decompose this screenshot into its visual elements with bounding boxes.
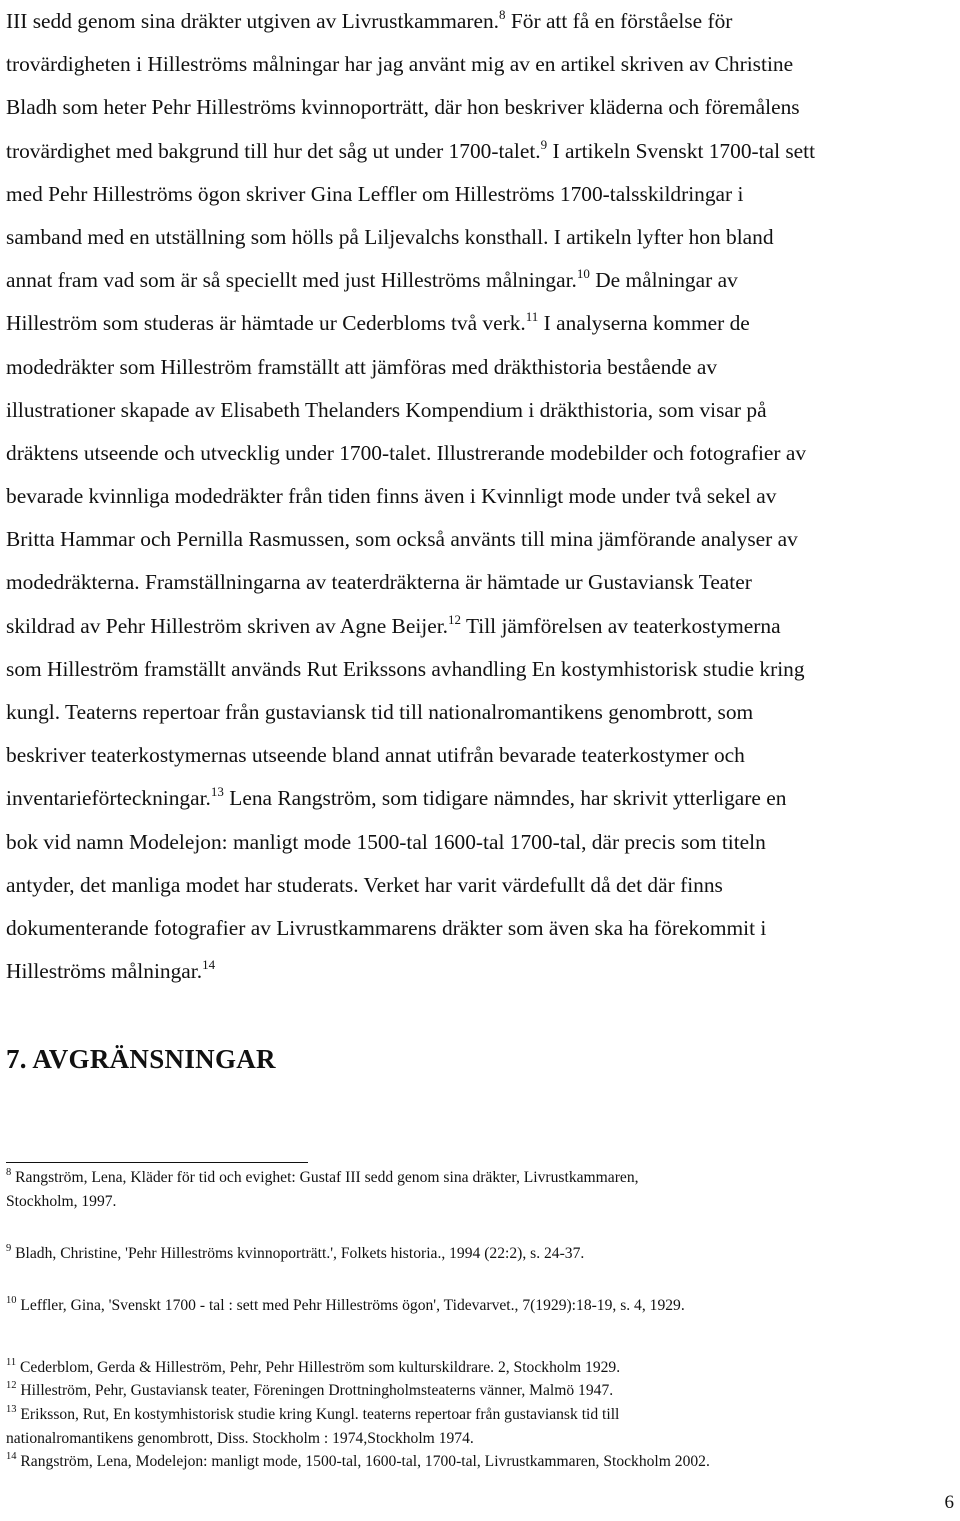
body-text-segment: illustrationer skapade av Elisabeth Thelanders Kompendium i dräkthistoria, som visar på: [6, 397, 767, 422]
body-line: [6, 259, 950, 302]
body-line: [6, 475, 950, 518]
body-line: [6, 86, 950, 129]
footnote: [6, 1379, 954, 1403]
footnote-number: 8: [6, 1167, 12, 1178]
footnote-text: Bladh, Christine, 'Pehr Hilleströms kvinnoporträtt.', Folkets historia., 1994 (22:2), s. 24-37.: [15, 1245, 585, 1262]
footnote-text: Hilleström, Pehr, Gustaviansk teater, Föreningen Drottningholmsteaterns vänner, Malmö 1947.: [20, 1382, 614, 1399]
body-line: [6, 389, 950, 432]
body-text-segment: trovärdighet med bakgrund till hur det såg ut under 1700-talet.: [6, 138, 541, 163]
footnote-reference[interactable]: 9: [540, 136, 548, 152]
section-heading: 7. AVGRÄNSNINGAR: [6, 1044, 276, 1074]
footnote-number: 13: [6, 1404, 17, 1415]
footnote: [6, 1356, 954, 1380]
body-text-segment: med Pehr Hilleströms ögon skriver Gina Leffler om Hilleströms 1700-talsskildringar i: [6, 181, 744, 206]
body-text-segment: beskriver teaterkostymernas utseende bland annat utifrån bevarade teaterkostymer och: [6, 743, 745, 768]
body-paragraph: [6, 0, 950, 993]
footnote-text: Rangström, Lena, Kläder för tid och evighet: Gustaf III sedd genom sina dräkter, Livrustkammaren,: [15, 1169, 639, 1186]
body-line: [6, 821, 950, 864]
footnote: [6, 1450, 954, 1474]
body-line: [6, 907, 950, 950]
footnote-number: 11: [6, 1357, 17, 1368]
body-line: [6, 216, 950, 259]
footnote-text-continued: Stockholm, 1997.: [6, 1193, 117, 1210]
body-line: [6, 864, 950, 907]
body-line: [6, 0, 950, 43]
body-line: [6, 130, 950, 173]
body-text-segment: Bladh som heter Pehr Hilleströms kvinnoporträtt, där hon beskriver kläderna och föremålens: [6, 95, 800, 120]
body-text-segment: I analyserna kommer de: [538, 311, 750, 336]
footnote-number: 10: [6, 1295, 17, 1306]
body-text-segment: Britta Hammar och Pernilla Rasmussen, som också använts till mina jämförande analyser av: [6, 527, 798, 552]
body-text-segment: samband med en utställning som hölls på Liljevalchs konsthall. I artikeln lyfter hon bland: [6, 224, 774, 249]
footnote-number: 9: [6, 1243, 12, 1254]
footnote-reference[interactable]: 13: [210, 784, 224, 800]
footnote: [6, 1242, 954, 1266]
footnote: [6, 1294, 954, 1318]
body-text-segment: bok vid namn Modelejon: manligt mode 1500-tal 1600-tal 1700-tal, där precis som titeln: [6, 829, 766, 854]
footnote-reference[interactable]: 14: [202, 957, 216, 973]
body-text-segment: modedräkterna. Framställningarna av teaterdräkterna är hämtade ur Gustaviansk Teater: [6, 570, 752, 595]
footnote-number: 12: [6, 1380, 17, 1391]
body-line: [6, 950, 950, 993]
body-text-segment: Till jämförelsen av teaterkostymerna: [461, 613, 781, 638]
footnote: [6, 1166, 954, 1214]
footnote-reference[interactable]: 10: [576, 266, 590, 282]
body-text-segment: som Hilleström framställt används Rut Erikssons avhandling En kostymhistorisk studie kring: [6, 656, 805, 681]
footnote-text: Cederblom, Gerda & Hilleström, Pehr, Pehr Hilleström som kulturskildrare. 2, Stockholm 1929.: [20, 1359, 621, 1376]
body-line: [6, 648, 950, 691]
body-line: [6, 518, 950, 561]
body-line: [6, 561, 950, 604]
body-line: [6, 432, 950, 475]
footnote-reference[interactable]: 8: [499, 7, 506, 22]
page-number: 6: [944, 1492, 954, 1513]
footnote: [6, 1403, 954, 1451]
body-text-segment: bevarade kvinnliga modedräkter från tiden finns även i Kvinnligt mode under två sekel av: [6, 484, 777, 509]
body-text-segment: dokumenterande fotografier av Livrustkammarens dräkter som även ska ha förekommit i: [6, 915, 767, 940]
body-text-segment: Hilleström som studeras är hämtade ur Cederbloms två verk.: [6, 311, 526, 336]
body-line: [6, 173, 950, 216]
body-text-segment: De målningar av: [589, 268, 738, 293]
body-text-segment: dräktens utseende och utvecklig under 1700-talet. Illustrerande modebilder och fotografier av: [6, 440, 807, 465]
body-text-segment: annat fram vad som är så speciellt med just Hilleströms målningar.: [6, 268, 577, 293]
body-text-segment: Lena Rangström, som tidigare nämndes, har skrivit ytterligare en: [223, 786, 787, 811]
body-line: [6, 691, 950, 734]
body-line: [6, 734, 950, 777]
footnote-text: Leffler, Gina, 'Svenskt 1700 - tal : sett med Pehr Hilleströms ögon', Tidevarvet., 7(1929):18-19, s. 4, 1929.: [20, 1297, 685, 1314]
footnote-separator: [6, 1162, 308, 1163]
body-line: [6, 302, 950, 345]
footnote-number: 14: [6, 1451, 17, 1462]
body-text-segment: III sedd genom sina dräkter utgiven av Livrustkammaren.: [6, 9, 500, 33]
body-text-segment: trovärdigheten i Hilleströms målningar har jag använt mig av en artikel skriven av Christine: [6, 52, 794, 77]
footnote-text: Eriksson, Rut, En kostymhistorisk studie kring Kungl. teaterns repertoar från gustaviansk tid till: [20, 1406, 620, 1423]
body-line: [6, 605, 950, 648]
body-text-segment: Hilleströms målningar.: [6, 959, 203, 984]
body-text-segment: antyder, det manliga modet har studerats. Verket har varit värdefullt då det där finns: [6, 872, 723, 897]
footnote-text-continued: nationalromantikens genombrott, Diss. Stockholm : 1974,Stockholm 1974.: [6, 1430, 474, 1447]
body-line: [6, 43, 950, 86]
footnote-text: Rangström, Lena, Modelejon: manligt mode, 1500-tal, 1600-tal, 1700-tal, Livrustkammaren, Stockholm 2002.: [20, 1453, 710, 1470]
body-text-segment: inventarieförteckningar.: [6, 786, 211, 811]
body-text-segment: För att få en förståelse för: [505, 9, 733, 33]
footnote-reference[interactable]: 11: [525, 309, 539, 325]
body-text-segment: kungl. Teaterns repertoar från gustaviansk tid till nationalromantikens genombrott, som: [6, 700, 754, 724]
footnote-reference[interactable]: 12: [448, 611, 461, 627]
body-line: [6, 777, 950, 820]
body-text-segment: modedräkter som Hilleström framställt att jämföras med dräkthistoria bestående av: [6, 354, 718, 379]
body-text-segment: I artikeln Svenskt 1700-tal sett: [547, 138, 816, 163]
body-line: [6, 346, 950, 389]
body-text-segment: skildrad av Pehr Hilleström skriven av Agne Beijer.: [6, 613, 448, 638]
